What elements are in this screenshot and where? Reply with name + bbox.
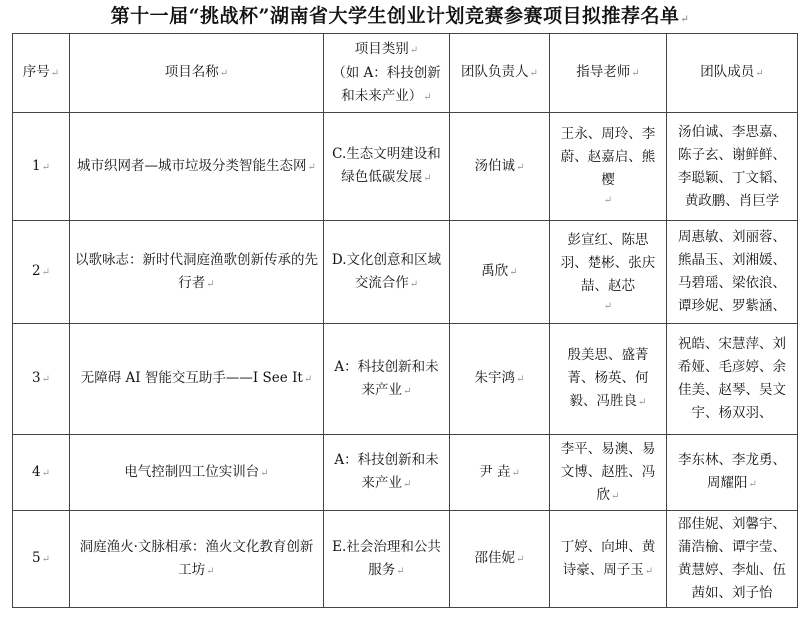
cell-project-name: 以歌咏志：新时代洞庭渔歌创新传承的先行者↵	[70, 221, 324, 324]
header-category: 项目类别↵ （如 A：科技创新和未来产业）↵	[324, 34, 450, 113]
header-advisors: 指导老师↵	[550, 34, 667, 113]
paragraph-mark-icon: ↵	[680, 14, 690, 25]
cell-advisors: 李平、易澳、易文博、赵胜、冯欣↵	[550, 435, 667, 511]
cell-members: 汤伯诚、李思嘉、陈子玄、谢鲜鲜、李聪颖、丁文韬、黄政鹏、肖巨学	[667, 113, 798, 221]
cell-category: E.社会治理和公共服务↵	[324, 511, 450, 608]
table-row	[13, 221, 798, 324]
cell-index: 3↵	[13, 324, 70, 435]
cell-advisors: 殷美思、盛菁菁、杨英、何毅、冯胜良↵	[550, 324, 667, 435]
cell-index: 2↵	[13, 221, 70, 324]
cell-category: C.生态文明建设和绿色低碳发展↵	[324, 113, 450, 221]
table-row	[13, 324, 798, 435]
cell-index: 1↵	[13, 113, 70, 221]
cell-advisors: 王永、周玲、李蔚、赵嘉启、熊樱 ↵	[550, 113, 667, 221]
cell-leader: 邵佳妮↵	[450, 511, 550, 608]
cell-index: 5↵	[13, 511, 70, 608]
cell-members: 李东林、李龙勇、周耀阳↵	[667, 435, 798, 511]
header-leader: 团队负责人↵	[450, 34, 550, 113]
cell-index: 4↵	[13, 435, 70, 511]
cell-advisors: 丁婷、向坤、黄诗豪、周子玉↵	[550, 511, 667, 608]
cell-project-name: 无障碍 AI 智能交互助手——I See It↵	[70, 324, 324, 435]
cell-project-name: 洞庭渔火·文脉相承：渔火文化教育创新工坊↵	[70, 511, 324, 608]
cell-members: 周惠敏、刘丽蓉、熊晶玉、刘湘媛、马碧瑶、梁依浪、谭珍妮、罗紫涵、	[667, 221, 798, 324]
cell-leader: 朱宇鸿↵	[450, 324, 550, 435]
cell-advisors: 彭宣红、陈思羽、楚彬、张庆喆、赵芯 ↵	[550, 221, 667, 324]
cell-leader: 尹 垚↵	[450, 435, 550, 511]
cell-category: A：科技创新和未来产业↵	[324, 435, 450, 511]
table-row	[13, 511, 798, 608]
header-index: 序号↵	[13, 34, 70, 113]
cell-category: D.文化创意和区域交流合作↵	[324, 221, 450, 324]
cell-leader: 汤伯诚↵	[450, 113, 550, 221]
table-row	[13, 113, 798, 221]
cell-leader: 禹欣↵	[450, 221, 550, 324]
cell-members: 邵佳妮、刘馨宇、蒲浩榆、谭宇莹、黄慧婷、李灿、伍茜如、刘子怡	[667, 511, 798, 608]
recommendation-table	[12, 33, 798, 608]
cell-members: 祝皓、宋慧萍、刘希娅、毛彦婷、余佳美、赵琴、吴文宇、杨双羽、	[667, 324, 798, 435]
cell-category: A：科技创新和未来产业↵	[324, 324, 450, 435]
cell-project-name: 电气控制四工位实训台↵	[70, 435, 324, 511]
header-members: 团队成员↵	[667, 34, 798, 113]
table-header-row	[13, 34, 798, 113]
cell-project-name: 城市织网者—城市垃圾分类智能生态网↵	[70, 113, 324, 221]
header-project-name: 项目名称↵	[70, 34, 324, 113]
document-title: 第十一届“挑战杯”湖南省大学生创业计划竞赛参赛项目拟推荐名单↵	[110, 5, 690, 27]
table-row	[13, 435, 798, 511]
